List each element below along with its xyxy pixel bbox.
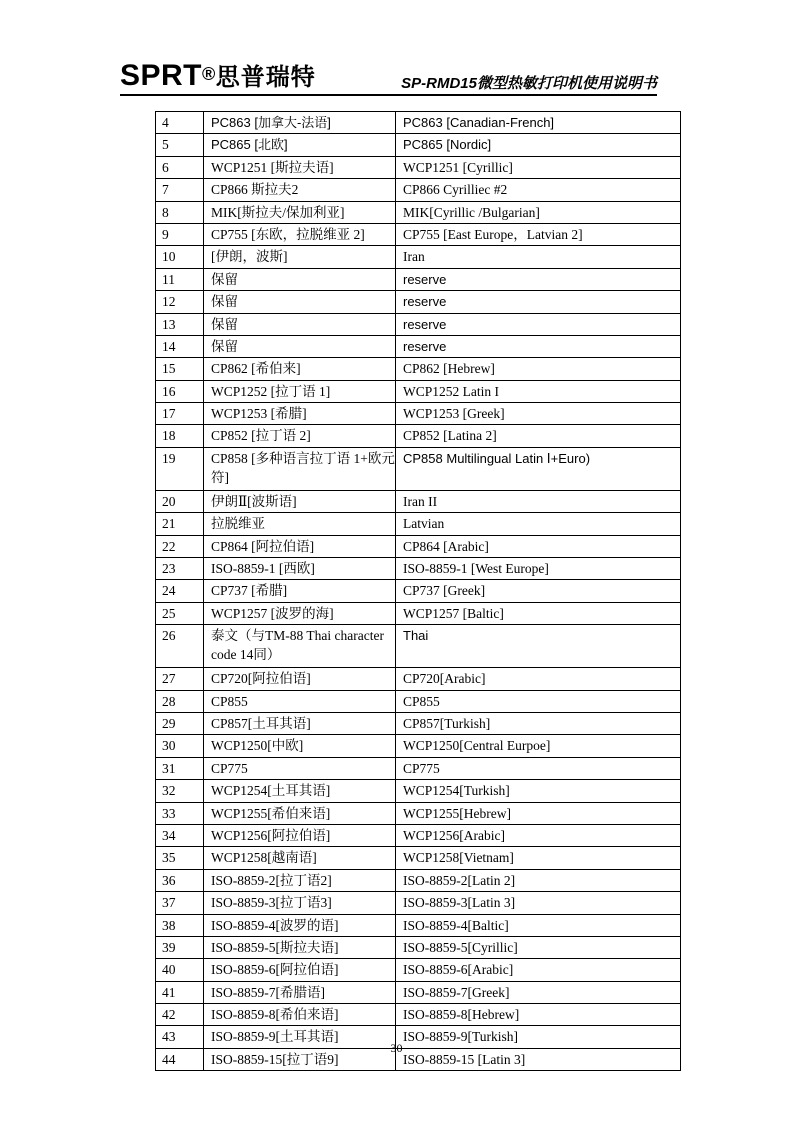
table-row — [156, 892, 681, 914]
table-row — [156, 757, 681, 779]
chinese-name-cell: ISO-8859-4[波罗的语] — [204, 914, 396, 936]
table-row — [156, 490, 681, 512]
table-row — [156, 668, 681, 690]
code-number-cell: 22 — [156, 535, 204, 557]
english-name-cell: WCP1257 [Baltic] — [396, 602, 681, 624]
english-name-cell: WCP1251 [Cyrillic] — [396, 156, 681, 178]
english-name-cell: reserve — [396, 291, 681, 313]
table-row — [156, 223, 681, 245]
code-number-cell: 15 — [156, 358, 204, 380]
code-number-cell: 38 — [156, 914, 204, 936]
code-number-cell: 34 — [156, 824, 204, 846]
table-row — [156, 625, 681, 668]
english-name-cell: ISO-8859-3[Latin 3] — [396, 892, 681, 914]
english-name-cell: ISO-8859-9[Turkish] — [396, 1026, 681, 1048]
chinese-name-cell: CP858 [多种语言拉丁语 1+欧元符] — [204, 447, 396, 490]
english-name-cell: CP862 [Hebrew] — [396, 358, 681, 380]
english-name-cell: WCP1255[Hebrew] — [396, 802, 681, 824]
chinese-name-cell: ISO-8859-2[拉丁语2] — [204, 869, 396, 891]
table-row — [156, 335, 681, 357]
code-number-cell: 18 — [156, 425, 204, 447]
english-name-cell: WCP1250[Central Eurpoe] — [396, 735, 681, 757]
table-row — [156, 201, 681, 223]
code-number-cell: 36 — [156, 869, 204, 891]
english-name-cell: ISO-8859-2[Latin 2] — [396, 869, 681, 891]
chinese-name-cell: CP866 斯拉夫2 — [204, 179, 396, 201]
table-row — [156, 291, 681, 313]
code-number-cell: 17 — [156, 403, 204, 425]
table-row — [156, 179, 681, 201]
english-name-cell: ISO-8859-7[Greek] — [396, 981, 681, 1003]
brand-name: SPRT — [120, 59, 203, 92]
code-number-cell: 10 — [156, 246, 204, 268]
table-row — [156, 802, 681, 824]
table-row — [156, 268, 681, 290]
english-name-cell: Thai — [396, 625, 681, 668]
table-row — [156, 1004, 681, 1026]
table-row — [156, 380, 681, 402]
english-name-cell: reserve — [396, 313, 681, 335]
code-number-cell: 19 — [156, 447, 204, 490]
code-number-cell: 12 — [156, 291, 204, 313]
english-name-cell: ISO-8859-6[Arabic] — [396, 959, 681, 981]
chinese-name-cell: WCP1256[阿拉伯语] — [204, 824, 396, 846]
registered-mark: ® — [202, 64, 216, 84]
chinese-name-cell: ISO-8859-3[拉丁语3] — [204, 892, 396, 914]
code-number-cell: 23 — [156, 558, 204, 580]
code-number-cell: 7 — [156, 179, 204, 201]
code-number-cell: 44 — [156, 1048, 204, 1070]
table-row — [156, 313, 681, 335]
english-name-cell: Iran II — [396, 490, 681, 512]
chinese-name-cell: MIK[斯拉夫/保加利亚] — [204, 201, 396, 223]
code-number-cell: 27 — [156, 668, 204, 690]
chinese-name-cell: ISO-8859-9[土耳其语] — [204, 1026, 396, 1048]
chinese-name-cell: WCP1254[土耳其语] — [204, 780, 396, 802]
english-name-cell: CP755 [East Europe，Latvian 2] — [396, 223, 681, 245]
document-title: SP-RMD15微型热敏打印机使用说明书 — [401, 75, 657, 92]
table-row — [156, 558, 681, 580]
chinese-name-cell: 保留 — [204, 268, 396, 290]
code-number-cell: 28 — [156, 690, 204, 712]
chinese-name-cell: WCP1255[希伯来语] — [204, 802, 396, 824]
code-number-cell: 29 — [156, 712, 204, 734]
chinese-name-cell: 保留 — [204, 313, 396, 335]
code-number-cell: 16 — [156, 380, 204, 402]
code-number-cell: 11 — [156, 268, 204, 290]
chinese-name-cell: CP855 — [204, 690, 396, 712]
table-row — [156, 602, 681, 624]
english-name-cell: ISO-8859-1 [West Europe] — [396, 558, 681, 580]
code-number-cell: 20 — [156, 490, 204, 512]
chinese-name-cell: ISO-8859-7[希腊语] — [204, 981, 396, 1003]
chinese-name-cell: 保留 — [204, 335, 396, 357]
chinese-name-cell: 拉脱维亚 — [204, 513, 396, 535]
code-number-cell: 40 — [156, 959, 204, 981]
code-number-cell: 9 — [156, 223, 204, 245]
table-row — [156, 959, 681, 981]
english-name-cell: CP857[Turkish] — [396, 712, 681, 734]
chinese-name-cell: CP737 [希腊] — [204, 580, 396, 602]
table-row — [156, 535, 681, 557]
english-name-cell: ISO-8859-4[Baltic] — [396, 914, 681, 936]
code-number-cell: 25 — [156, 602, 204, 624]
english-name-cell: Latvian — [396, 513, 681, 535]
code-page-table-body — [156, 112, 681, 1071]
english-name-cell: CP737 [Greek] — [396, 580, 681, 602]
chinese-name-cell: PC865 [北欧] — [204, 134, 396, 156]
code-number-cell: 42 — [156, 1004, 204, 1026]
english-name-cell: MIK[Cyrillic /Bulgarian] — [396, 201, 681, 223]
chinese-name-cell: ISO-8859-15[拉丁语9] — [204, 1048, 396, 1070]
chinese-name-cell: WCP1251 [斯拉夫语] — [204, 156, 396, 178]
code-number-cell: 14 — [156, 335, 204, 357]
code-number-cell: 21 — [156, 513, 204, 535]
chinese-name-cell: CP862 [希伯来] — [204, 358, 396, 380]
code-number-cell: 39 — [156, 936, 204, 958]
table-row — [156, 981, 681, 1003]
chinese-name-cell: WCP1253 [希腊] — [204, 403, 396, 425]
table-row — [156, 735, 681, 757]
code-number-cell: 41 — [156, 981, 204, 1003]
chinese-name-cell: ISO-8859-5[斯拉夫语] — [204, 936, 396, 958]
english-name-cell: WCP1252 Latin I — [396, 380, 681, 402]
english-name-cell: PC863 [Canadian-French] — [396, 112, 681, 134]
table-row — [156, 513, 681, 535]
chinese-name-cell: WCP1257 [波罗的海] — [204, 602, 396, 624]
code-number-cell: 13 — [156, 313, 204, 335]
english-name-cell: ISO-8859-15 [Latin 3] — [396, 1048, 681, 1070]
chinese-name-cell: CP864 [阿拉伯语] — [204, 535, 396, 557]
english-name-cell: WCP1254[Turkish] — [396, 780, 681, 802]
english-name-cell: Iran — [396, 246, 681, 268]
code-number-cell: 30 — [156, 735, 204, 757]
chinese-name-cell: CP775 — [204, 757, 396, 779]
table-row — [156, 869, 681, 891]
english-name-cell: ISO-8859-8[Hebrew] — [396, 1004, 681, 1026]
english-name-cell: PC865 [Nordic] — [396, 134, 681, 156]
code-number-cell: 26 — [156, 625, 204, 668]
table-row — [156, 690, 681, 712]
english-name-cell: WCP1256[Arabic] — [396, 824, 681, 846]
table-row — [156, 712, 681, 734]
code-number-cell: 35 — [156, 847, 204, 869]
table-row — [156, 914, 681, 936]
chinese-name-cell: WCP1250[中欧] — [204, 735, 396, 757]
table-row — [156, 447, 681, 490]
code-number-cell: 43 — [156, 1026, 204, 1048]
english-name-cell: CP720[Arabic] — [396, 668, 681, 690]
code-number-cell: 24 — [156, 580, 204, 602]
chinese-name-cell: CP755 [东欧，拉脱维亚 2] — [204, 223, 396, 245]
code-number-cell: 5 — [156, 134, 204, 156]
english-name-cell: CP864 [Arabic] — [396, 535, 681, 557]
english-name-cell: ISO-8859-5[Cyrillic] — [396, 936, 681, 958]
chinese-name-cell: WCP1252 [拉丁语 1] — [204, 380, 396, 402]
code-number-cell: 8 — [156, 201, 204, 223]
table-row — [156, 580, 681, 602]
english-name-cell: reserve — [396, 335, 681, 357]
code-number-cell: 37 — [156, 892, 204, 914]
english-name-cell: CP858 Multilingual Latin Ⅰ+Euro) — [396, 447, 681, 490]
code-number-cell: 6 — [156, 156, 204, 178]
brand-logo — [120, 60, 316, 94]
table-row — [156, 403, 681, 425]
table-row — [156, 134, 681, 156]
chinese-name-cell: CP857[土耳其语] — [204, 712, 396, 734]
table-row — [156, 246, 681, 268]
chinese-name-cell: ISO-8859-6[阿拉伯语] — [204, 959, 396, 981]
code-number-cell: 31 — [156, 757, 204, 779]
english-name-cell: WCP1253 [Greek] — [396, 403, 681, 425]
english-name-cell: reserve — [396, 268, 681, 290]
table-row — [156, 425, 681, 447]
chinese-name-cell: PC863 [加拿大-法语] — [204, 112, 396, 134]
table-row — [156, 358, 681, 380]
english-name-cell: WCP1258[Vietnam] — [396, 847, 681, 869]
code-number-cell: 4 — [156, 112, 204, 134]
table-row — [156, 156, 681, 178]
table-row — [156, 847, 681, 869]
chinese-name-cell: 伊朗Ⅱ[波斯语] — [204, 490, 396, 512]
table-row — [156, 936, 681, 958]
table-row — [156, 112, 681, 134]
table-row — [156, 824, 681, 846]
chinese-name-cell: ISO-8859-8[希伯来语] — [204, 1004, 396, 1026]
page-number: 30 — [390, 1041, 403, 1055]
english-name-cell: CP866 Cyrilliec #2 — [396, 179, 681, 201]
code-number-cell: 32 — [156, 780, 204, 802]
code-number-cell: 33 — [156, 802, 204, 824]
chinese-name-cell: CP852 [拉丁语 2] — [204, 425, 396, 447]
brand-name-cn: 思普瑞特 — [215, 64, 316, 91]
chinese-name-cell: 泰文（与TM-88 Thai character code 14同） — [204, 625, 396, 668]
chinese-name-cell: 保留 — [204, 291, 396, 313]
english-name-cell: CP775 — [396, 757, 681, 779]
chinese-name-cell: CP720[阿拉伯语] — [204, 668, 396, 690]
table-row — [156, 780, 681, 802]
chinese-name-cell: ISO-8859-1 [西欧] — [204, 558, 396, 580]
chinese-name-cell: WCP1258[越南语] — [204, 847, 396, 869]
page-header — [120, 58, 657, 98]
chinese-name-cell: [伊朗，波斯] — [204, 246, 396, 268]
english-name-cell: CP855 — [396, 690, 681, 712]
header-rule — [120, 94, 657, 96]
english-name-cell: CP852 [Latina 2] — [396, 425, 681, 447]
code-page-table — [155, 111, 681, 1071]
